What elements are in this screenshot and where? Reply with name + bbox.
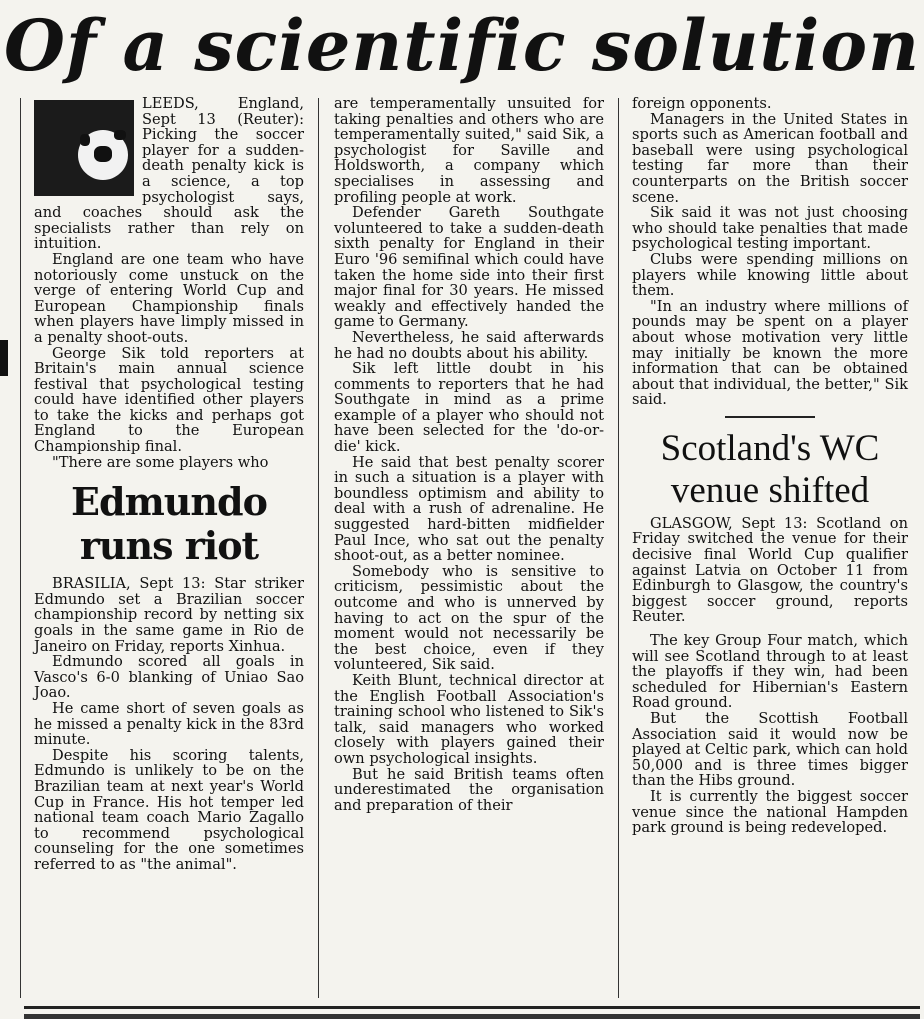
- column-rule-left: [20, 98, 21, 998]
- main-article-paragraph: England are one team who have notoriously come unstuck on the verge of entering World Cup and European Championship finals when players have limply missed in a penalty shoot-outs.: [34, 250, 304, 346]
- scotland-headline: [632, 428, 908, 512]
- scotland-paragraph: The key Group Four match, which will see Scotland through to at least the playoffs if they win, had been scheduled for Hibernian's Eastern Road ground.: [632, 632, 908, 712]
- main-article-paragraph: Nevertheless, he said afterwards he had no doubts about his ability.: [334, 328, 604, 362]
- column-2: [334, 96, 604, 813]
- scotland-paragraph: GLASGOW, Sept 13: Scotland on Friday switched the venue for their decisive final World Cup qualifier against Latvia on October 11 from Edinburgh to Glasgow, the country's biggest soccer ground, reports Reuter.: [632, 514, 908, 626]
- edge-mark: [0, 340, 8, 376]
- main-article-paragraph: Somebody who is sensitive to criticism, pessimistic about the outcome and who is unnerved by having to act on the spur of the moment would not necessarily be the best choice, even if they volunteered, Sik said.: [334, 562, 604, 674]
- column-3: [632, 96, 908, 836]
- article-divider: [725, 416, 815, 418]
- edmundo-paragraph: Despite his scoring talents, Edmundo is unlikely to be on the Brazilian team at next year's World Cup in France. His hot temper led national team coach Mario Zagallo to recommend psychological counseling for the one sometimes referred to as "the animal".: [34, 746, 304, 873]
- edmundo-headline-line: Edmundo: [71, 479, 267, 525]
- ball-patch: [94, 146, 112, 162]
- ball-patch: [80, 134, 90, 146]
- main-article-paragraph: are temperamentally unsuited for taking penalties and others who are temperamentally suited," said Sik, a psychologist for Saville and Holdsworth, a company which specialises in assessing and profiling people at work.: [334, 95, 604, 206]
- main-article-paragraph: "In an industry where millions of pounds may be spent on a player about whose motivation very little may initially be known the more information that can be obtained about that individual, the better," Sik said.: [632, 297, 908, 409]
- main-article-paragraph: Defender Gareth Southgate volunteered to take a sudden-death sixth penalty for England in their Euro '96 semifinal which could have taken the home side into their first major final for 30 years. He missed weakly and effectively handed the game to Germany.: [334, 204, 604, 331]
- main-article-paragraph: "There are some players who: [52, 453, 269, 471]
- main-headline: Of a scientific solution: [4, 4, 920, 87]
- edmundo-headline: [34, 480, 304, 568]
- main-article-paragraph: Clubs were spending millions on players while knowing little about them.: [632, 250, 908, 300]
- scotland-paragraph: But the Scottish Football Association said it would now be played at Celtic park, which can hold 50,000 and is three times bigger than the Hibs ground.: [632, 710, 908, 790]
- edmundo-paragraph: Edmundo scored all goals in Vasco's 6-0 blanking of Uniao Sao Joao.: [34, 653, 304, 702]
- bottom-rule: [24, 1006, 920, 1009]
- main-article-paragraph: George Sik told reporters at Britain's main annual science festival that psychological testing could have identified other players to take the kicks and perhaps got England to the European Championship final.: [34, 344, 304, 456]
- main-article-paragraph: LEEDS, England, Sept 13 (Reuter): Picking the soccer player for a sudden-death penalty kick is a science, a top psychologist says, and coaches should ask the specialists rather than rely on intuition.: [34, 95, 304, 253]
- main-article-paragraph: Keith Blunt, technical director at the English Football Association's training school who listened to Sik's talk, said managers who worked closely with players gained their own psychological insights.: [334, 671, 604, 767]
- soccer-ball-photo: [34, 100, 134, 196]
- ball-patch: [114, 130, 126, 140]
- main-article-paragraph: But he said British teams often underestimated the organisation and preparation of their: [334, 765, 604, 814]
- edmundo-headline-line: runs riot: [79, 523, 259, 569]
- main-article-paragraph: Managers in the United States in sports such as American football and baseball were using psychological testing far more than their counterparts on the British soccer scene.: [632, 110, 908, 206]
- main-article-paragraph: He said that best penalty scorer in such a situation is a player with boundless optimism and ability to deal with a rush of adrenaline. He suggested hard-bitten midfielder Paul Ince, who sat out the penalty shoot-out, as a better nominee.: [334, 453, 604, 565]
- scotland-headline-line: Scotland's WC: [660, 427, 880, 469]
- column-rule-1: [318, 98, 319, 998]
- scotland-headline-line: venue shifted: [670, 469, 870, 511]
- bottom-rule: [24, 1014, 920, 1019]
- main-article-paragraph: Sik said it was not just choosing who should take penalties that made psychological testing important.: [632, 204, 908, 253]
- main-article-paragraph: foreign opponents.: [632, 95, 772, 112]
- column-rule-2: [618, 98, 619, 998]
- scotland-paragraph: It is currently the biggest soccer venue since the national Hampden park ground is being redeveloped.: [632, 787, 908, 837]
- main-article-paragraph: Sik left little doubt in his comments to reporters that he had Southgate in mind as a prime example of a player who should not have been selected for the 'do-or-die' kick.: [334, 360, 604, 456]
- column-1: [34, 96, 304, 873]
- edmundo-paragraph: He came short of seven goals as he missed a penalty kick in the 83rd minute.: [34, 700, 304, 749]
- edmundo-paragraph: BRASILIA, Sept 13: Star striker Edmundo set a Brazilian soccer championship record by netting six goals in the same game in Rio de Janeiro on Friday, reports Xinhua.: [34, 575, 304, 655]
